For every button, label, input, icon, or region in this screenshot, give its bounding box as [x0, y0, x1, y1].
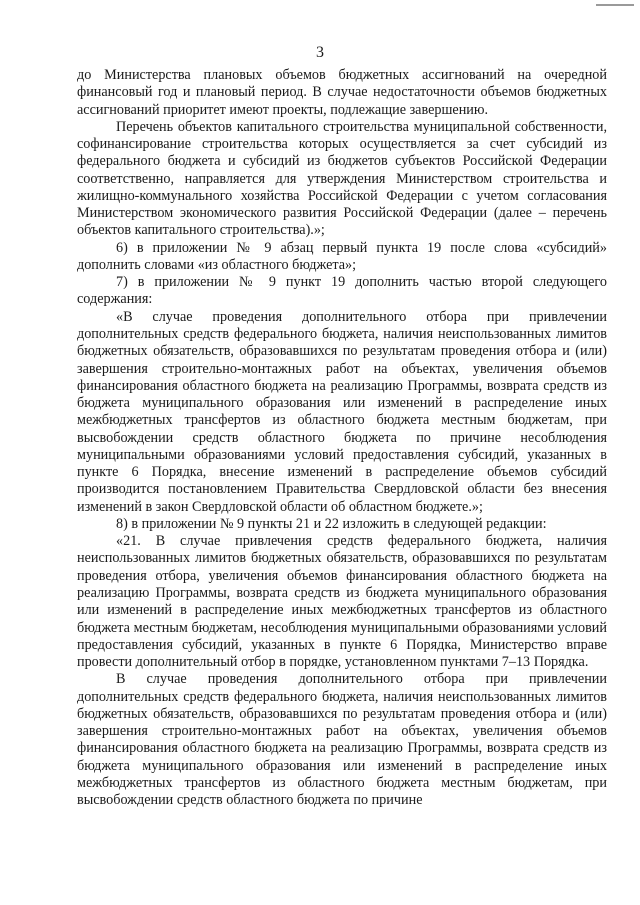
paragraph-item-7: 7) в приложении № 9 пункт 19 дополнить частью второй следующего содержания: [77, 274, 607, 308]
scan-artifact-mark [596, 4, 634, 6]
paragraph-item-8: 8) в приложении № 9 пункты 21 и 22 изложить в следующей редакции: [116, 515, 547, 532]
paragraph-object-list: Перечень объектов капитального строительства муниципальной собственности, софинансирование строительства которых осуществляется за счет субсидий из федерального бюджета и субсидий из бюджетов субъектов Российской Федерации соответственно, направляется для утверждения Министерством строительства и жилищно-коммунального хозяйства Российской Федерации с учетом согласования Министерством экономического развития Российской Федерации (далее – перечень объектов капитального строительства).»; [77, 118, 607, 239]
paragraph-clause-21-part-2: В случае проведения дополнительного отбора при привлечении дополнительных средств федерального бюджета, наличия неиспользованных лимитов бюджетных обязательств, образовавшихся по результатам проведения отбора и (или) завершения строительно-монтажных работ на объектах, увеличения объемов финансирования областного бюджета на реализацию Программы, возврата средств из бюджета муниципального образования или изменений в распределение иных межбюджетных трансфертов из областного бюджета местным бюджетам, при высвобождении средств областного бюджета по причине [77, 671, 607, 809]
paragraph-clause-21: «21. В случае привлечения средств федерального бюджета, наличия неиспользованных лимитов бюджетных обязательств, образовавшихся по результатам проведения отбора, увеличения объемов финансирования областного бюджета на реализацию Программы, возврата средств из бюджета муниципального образования или изменений в распределение иных межбюджетных трансфертов из областного бюджета местным бюджетам, несоблюдения муниципальными образованиями условий предоставления субсидий, указанных в пункте 6 Порядка, Министерство вправе провести дополнительный отбор в порядке, установленном пунктами 7–13 Порядка. [77, 533, 607, 671]
paragraph-item-7-text: «В случае проведения дополнительного отбора при привлечении дополнительных средств федерального бюджета, наличия неиспользованных лимитов бюджетных обязательств, образовавшихся по результатам проведения отбора и (или) завершения строительно-монтажных работ на объектах, увеличения объемов финансирования областного бюджета на реализацию Программы, возврата средств из бюджета муниципального образования или изменений в распределение иных межбюджетных трансфертов из областного бюджета местным бюджетам, при высвобождении средств областного бюджета по причине несоблюдения муниципальными образованиями условий предоставления субсидий, указанных в пункте 6 Порядка, внесение изменений в распределение объемов субсидий производится постановлением Правительства Свердловской области без внесения изменений в закон Свердловской области об областном бюджете.»; [77, 308, 607, 515]
document-body [77, 67, 607, 809]
paragraph-continuation: до Министерства плановых объемов бюджетных ассигнований на очередной финансовый год и плановый период. В случае недостаточности объемов бюджетных ассигнований приоритет имеют проекты, подлежащие завершению. [77, 67, 607, 118]
paragraph-item-6: 6) в приложении № 9 абзац первый пункта 19 после слова «субсидий» дополнить словами «из областного бюджета»; [77, 239, 607, 273]
page-number: 3 [316, 44, 324, 61]
